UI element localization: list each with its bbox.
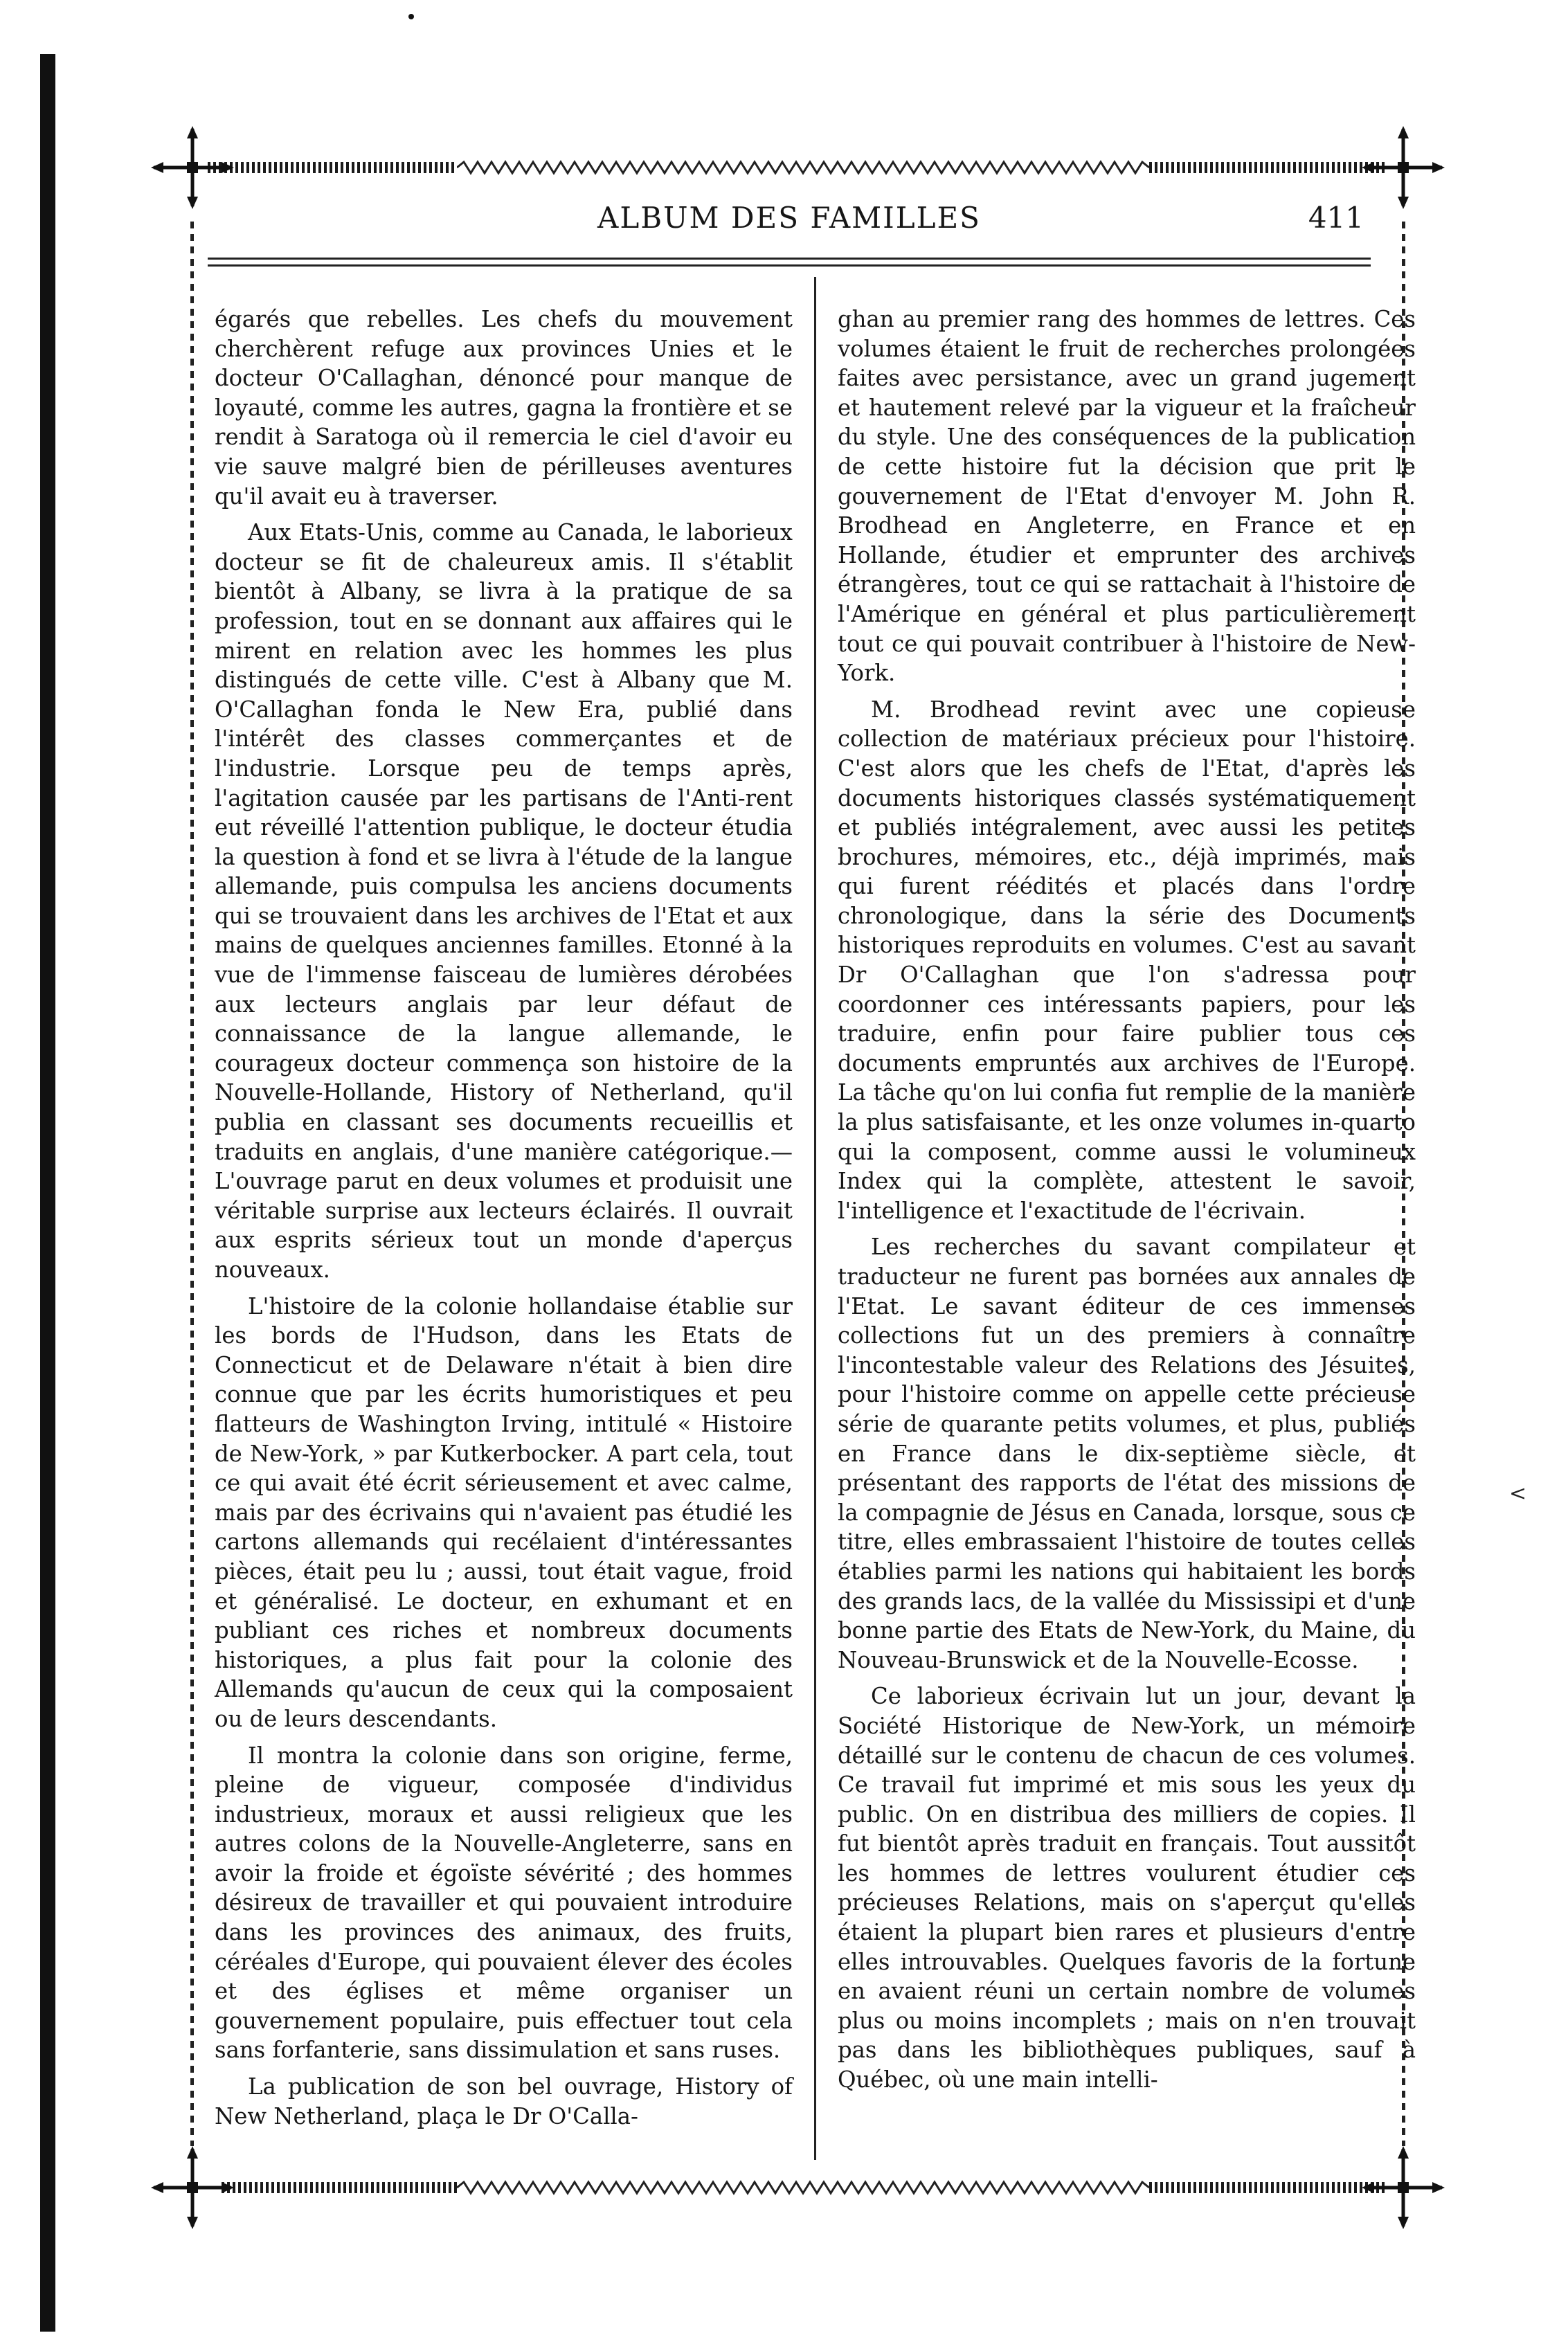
- paragraph: Aux Etats-Unis, comme au Canada, le laborieux docteur se fit de chaleureux amis. Il s'établit bientôt à Albany, se livra à la pratique de sa profession, tout en se donnant aux affaires qui le mirent en relation avec les hommes les plus distingués de cette ville. C'est à Albany que M. O'Callaghan fonda le New Era, publié dans l'intérêt des classes commerçantes et de l'industrie. Lorsque peu de temps après, l'agitation causée par les partisans de l'Anti-rent eut réveillé l'attention publique, le docteur étudia la question à fond et se livra à l'étude de la langue allemande, puis compulsa les anciens documents qui se trouvaient dans les archives de l'Etat et aux mains de quelques anciennes familles. Etonné à la vue de l'immense faisceau de lumières dérobées aux lecteurs anglais par leur défaut de connaissance de la langue allemande, le courageux docteur commença son histoire de la Nouvelle-Hollande, History of Netherland, qu'il publia en classant ses documents recueillis et traduits en anglais, d'une manière catégorique.—L'ouvrage parut en deux volumes et produisit une véritable surprise aux lecteurs éclairés. Il ouvrait aux esprits sérieux tout un monde d'aperçus nouveaux.: [215, 519, 793, 1283]
- scan-edge-bar: [40, 54, 55, 2332]
- corner-fleuron-top-left: [151, 126, 234, 209]
- frame-left-rule: [190, 222, 194, 2146]
- frame-bottom-hatch-right: [1149, 2182, 1385, 2193]
- paragraph: Les recherches du savant compilateur et traducteur ne furent pas bornées aux annales de l'Etat. Le savant éditeur de ces immenses collections fut un des premiers à connaître l'incontestable valeur des Relations des Jésuites, pour l'histoire comme on appelle cette précieuse série de quarante petits volumes, et plus, publiés en France dans le dix-septième siècle, et présentant des rapports de l'état des missions de la compagnie de Jésus en Canada, lorsque, sous ce titre, elles embrassaient l'histoire de toutes celles établies parmi les nations qui habitaient les bords des grands lacs, de la vallée du Mississipi et d'une bonne partie des Etats de New-York, du Maine, du Nouveau-Brunswick et de la Nouvelle-Ecosse.: [838, 1234, 1416, 1673]
- frame-top-hatch-left: [208, 162, 457, 173]
- margin-mark: <: [1509, 1481, 1527, 1506]
- paragraph: M. Brodhead revint avec une copieuse collection de matériaux précieux pour l'histoire. C'est alors que les chefs de l'Etat, d'après les documents historiques classés systématiquement et publiés intégralement, avec aussi les petites brochures, mémoires, etc., déjà imprimés, mais qui furent réédités et placés dans l'ordre chronologique, dans la série des Documents historiques reproduits en volumes. C'est au savant Dr O'Callaghan que l'on s'adressa pour coordonner ces intéressants papiers, pour les traduire, enfin pour faire publier tous ces documents empruntés aux archives de l'Europe. La tâche qu'on lui confia fut remplie de la manière la plus satisfaisante, et les onze volumes in-quarto qui la composent, comme aussi le volumineux Index qui la complète, attestent le savoir, l'intelligence et l'exactitude de l'écrivain.: [838, 696, 1416, 1224]
- paragraph: La publication de son bel ouvrage, History of New Netherland, plaça le Dr O'Calla-: [215, 2073, 793, 2129]
- corner-fleuron-bottom-left: [151, 2146, 234, 2229]
- paragraph: L'histoire de la colonie hollandaise établie sur les bords de l'Hudson, dans les Etats de Connecticut et de Delaware n'était à bien dire connue que par les écrits humoristiques et peu flatteurs de Washington Irving, intitulé « Histoire de New-York, » par Kutkerbocker. A part cela, tout ce qui avait été écrit sérieusement et avec calme, mais par des écrivains qui n'avaient pas étudié les cartons allemands qui recélaient d'intéressantes pièces, était peu lu ; aussi, tout était vague, froid et généralisé. Le docteur, en exhumant et en publiant ces riches et nombreux documents historiques, a plus fait pour la colonie des Allemands qu'aucun de ceux qui la composaient ou de leurs descendants.: [215, 1292, 793, 1732]
- header-rule-bottom: [208, 264, 1371, 267]
- paragraph: Ce laborieux écrivain lut un jour, devant la Société Historique de New-York, un mémoire détaillé sur le contenu de chacun de ces volumes. Ce travail fut imprimé et mis sous les yeux du public. On en distribua des milliers de copies. Il fut bientôt après traduit en français. Tout aussitôt les hommes de lettres voulurent étudier ces précieuses Relations, mais on s'aperçut qu'elles étaient la plupart bien rares et plusieurs d'entre elles introuvables. Quelques favoris de la fortune en avaient réuni un certain nombre de volumes plus ou moins incomplets ; mais on n'en trouvait pas dans les bibliothèques publiques, sauf à Québec, où une main intelli-: [838, 1683, 1416, 2093]
- page-number: 411: [1308, 201, 1364, 235]
- running-title: ALBUM DES FAMILLES: [597, 201, 981, 235]
- frame-top-hatch-right: [1149, 162, 1385, 173]
- left-column: [215, 305, 793, 2131]
- header-rule-top: [208, 258, 1371, 260]
- paragraph: ghan au premier rang des hommes de lettres. Ces volumes étaient le fruit de recherches prolongées faites avec persistance, avec un grand jugement et hautement relevé par la vigueur et la fraîcheur du style. Une des conséquences de la publication de cette histoire fut la décision que prit le gouvernement de l'Etat d'envoyer M. John R. Brodhead en Angleterre, en France et en Hollande, étudier et emprunter des archives étrangères, tout ce qui se rattachait à l'histoire de l'Amérique en général et plus particulièrement tout ce qui pouvait contribuer à l'histoire de New-York.: [838, 306, 1416, 687]
- right-column: [838, 305, 1416, 2095]
- corner-fleuron-top-right: [1362, 126, 1445, 209]
- frame-top-wave: [457, 159, 1149, 176]
- frame-bottom-wave: [457, 2179, 1149, 2196]
- ink-speck: [408, 14, 414, 19]
- paragraph: Il montra la colonie dans son origine, ferme, pleine de vigueur, composée d'individus industrieux, moraux et aussi religieux que les autres colons de la Nouvelle-Angleterre, sans en avoir la froide et égoïste sévérité ; des hommes désireux de travailler et qui pouvaient introduire dans les provinces des animaux, des fruits, céréales d'Europe, qui pouvaient élever des écoles et des églises et même organiser un gouvernement populaire, puis effectuer tout cela sans forfanterie, sans dissimulation et sans ruses.: [215, 1742, 793, 2064]
- paragraph: égarés que rebelles. Les chefs du mouvement cherchèrent refuge aux provinces Unies et le docteur O'Callaghan, dénoncé pour manque de loyauté, comme les autres, gagna la frontière et se rendit à Saratoga où il remercia le ciel d'avoir eu vie sauve malgré bien de périlleuses aventures qu'il avait eu à traverser.: [215, 306, 793, 510]
- corner-fleuron-bottom-right: [1362, 2146, 1445, 2229]
- frame-bottom-hatch-left: [222, 2182, 457, 2193]
- column-divider: [814, 277, 816, 2160]
